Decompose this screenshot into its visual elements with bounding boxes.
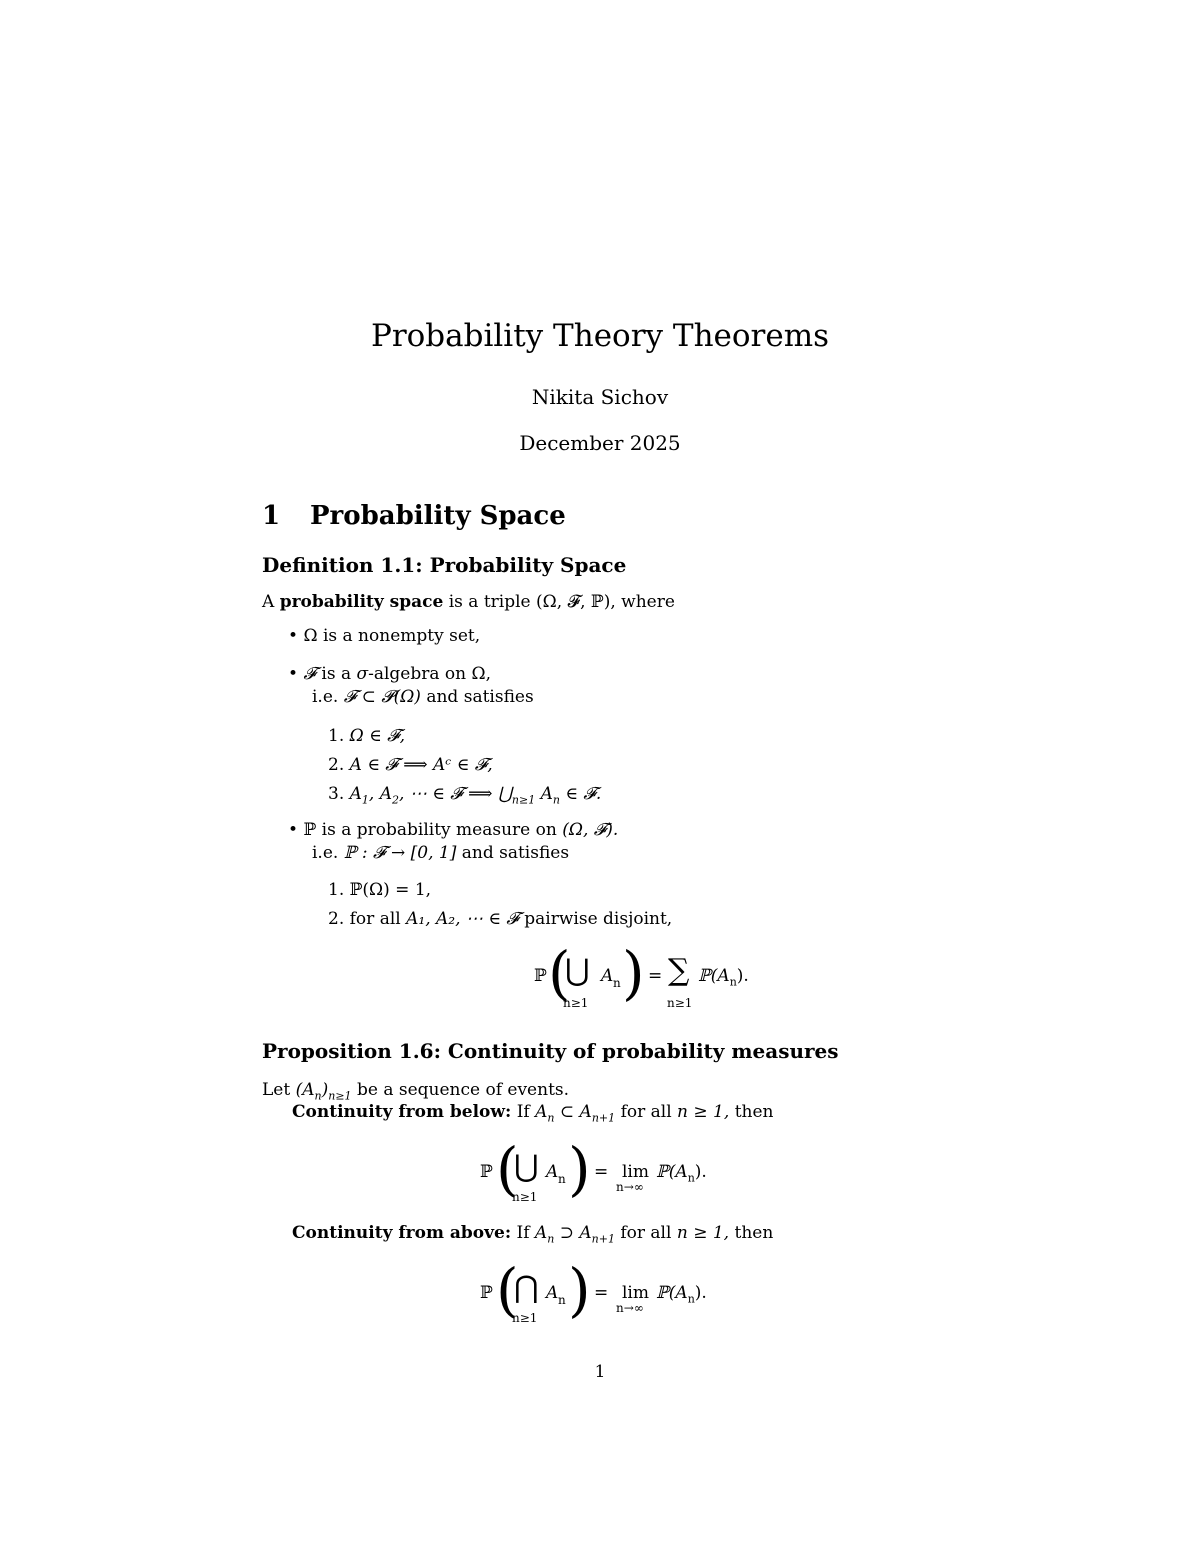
math: A: [540, 784, 553, 804]
subscript: 2: [392, 793, 400, 807]
author-name: Nikita Sichov: [531, 385, 669, 409]
text: where: [621, 592, 675, 612]
math: A: [535, 1102, 548, 1122]
proposition-heading: Proposition 1.6: Continuity of probability measures: [262, 1039, 839, 1063]
text: for all: [620, 1102, 672, 1122]
right-paren: ): [568, 1135, 591, 1203]
intersection-index: n≥1: [512, 1311, 538, 1325]
text: is a probability measure on: [321, 820, 557, 840]
math: A₁, A₂, ⋯ ∈ 𝓕: [406, 909, 519, 929]
math-P: ℙ: [480, 1283, 493, 1303]
subscript: n+1: [591, 1232, 615, 1246]
subscript: n: [729, 975, 737, 989]
list-number: 1.: [328, 880, 345, 900]
big-union: ⋃: [565, 953, 590, 988]
continuity-below-statement: [292, 1102, 774, 1125]
left-paren: (: [496, 1135, 519, 1203]
list-number: 2.: [328, 909, 345, 929]
subscript: 1: [361, 793, 369, 807]
term-probability-space: probability space: [279, 592, 444, 612]
text: -algebra on Ω,: [368, 664, 492, 684]
math: ℙ : 𝓕 → [0, 1]: [343, 843, 457, 863]
math: Ω ∈ 𝓕,: [349, 726, 406, 746]
bullet-item-omega: [288, 626, 480, 646]
subscript: n: [552, 793, 560, 807]
text: then: [734, 1102, 774, 1122]
text: for all: [349, 909, 401, 929]
limit-subscript: n→∞: [616, 1180, 644, 1194]
page-number: 1: [594, 1362, 606, 1382]
math: n ≥ 1,: [676, 1223, 730, 1243]
subscript: n: [314, 1089, 322, 1103]
math: ∈ 𝓕.: [565, 784, 602, 804]
big-sum: ∑: [668, 953, 690, 988]
sum-index: n≥1: [667, 996, 693, 1010]
subscript: n: [687, 1292, 695, 1306]
equals-sign: =: [594, 1283, 609, 1303]
math: A: [546, 1283, 559, 1303]
big-union: ⋃: [514, 1149, 539, 1184]
text: Let: [262, 1080, 291, 1100]
text: pairwise disjoint,: [524, 909, 673, 929]
limit-subscript: n→∞: [616, 1301, 644, 1315]
left-paren: (: [496, 1256, 519, 1324]
math-omega: Ω: [303, 626, 318, 646]
right-paren: ): [622, 939, 645, 1007]
math: ).: [736, 966, 749, 986]
list-number: 2.: [328, 755, 345, 775]
bullet-icon: •: [288, 626, 299, 646]
text: is a: [321, 664, 352, 684]
definition-heading: Definition 1.1: Probability Space: [262, 553, 627, 577]
proposition-intro: [262, 1080, 570, 1103]
big-intersection: ⋂: [514, 1270, 539, 1305]
term-continuity-above: Continuity from above:: [292, 1223, 512, 1243]
math: A: [349, 784, 362, 804]
text: and satisfies: [426, 687, 534, 707]
limit: lim: [622, 1162, 649, 1182]
bullet-item-probability-measure-line2: [312, 843, 569, 863]
math-subset-powerset: 𝓕 ⊂ 𝓟(Ω): [343, 687, 421, 707]
math-F: 𝓕: [303, 664, 316, 684]
math: A: [534, 1223, 548, 1243]
subscript: n≥1: [511, 793, 536, 807]
union-index: n≥1: [563, 996, 589, 1010]
union-index: n≥1: [512, 1190, 538, 1204]
math: ℙ(A: [698, 966, 730, 986]
math: ).: [694, 1162, 707, 1182]
text: and satisfies: [461, 843, 570, 863]
section-heading: [262, 501, 566, 531]
math: ): [321, 1080, 329, 1100]
left-paren: (: [548, 939, 571, 1007]
text: i.e.: [312, 843, 339, 863]
sigma-condition-3: [328, 784, 602, 807]
definition-intro: [262, 592, 675, 612]
math-P: ℙ: [480, 1162, 493, 1182]
subscript: n≥1: [328, 1089, 352, 1103]
subscript: n+1: [591, 1111, 616, 1125]
subscript: n: [558, 1293, 566, 1307]
bullet-icon: •: [288, 664, 299, 684]
term-continuity-below: Continuity from below:: [292, 1102, 512, 1122]
text: A: [262, 592, 275, 612]
subscript: n: [558, 1172, 566, 1186]
sigma-condition-1: [328, 726, 405, 746]
text: then: [734, 1223, 774, 1243]
math: A ∈ 𝓕 ⟹ Aᶜ ∈ 𝓕,: [349, 755, 493, 775]
sigma-condition-2: [328, 755, 493, 775]
text: i.e.: [312, 687, 339, 707]
math: ⊂ A: [559, 1102, 592, 1122]
text: for all: [620, 1223, 672, 1243]
measure-condition-1: [328, 880, 431, 900]
subscript: n: [687, 1171, 695, 1185]
text: If: [516, 1102, 530, 1122]
text: If: [516, 1223, 530, 1243]
math-P: ℙ: [303, 820, 317, 840]
section-number: 1: [262, 501, 281, 531]
list-number: 1.: [328, 726, 345, 746]
measure-condition-2: [328, 909, 672, 929]
math: ℙ(A: [656, 1283, 688, 1303]
math-sigma: σ: [356, 664, 369, 684]
text: is a nonempty set,: [322, 626, 481, 646]
paper-date: December 2025: [519, 431, 681, 455]
list-number: 3.: [328, 784, 345, 804]
math: , A: [368, 784, 393, 804]
text: be a sequence of events.: [356, 1080, 570, 1100]
paper-title: Probability Theory Theorems: [370, 318, 830, 354]
right-paren: ): [568, 1256, 591, 1324]
subscript: n: [613, 976, 621, 990]
limit: lim: [622, 1283, 649, 1303]
math: A: [546, 1162, 559, 1182]
subscript: n: [547, 1232, 555, 1246]
bullet-item-probability-measure: [288, 820, 618, 840]
math: n ≥ 1,: [677, 1102, 730, 1122]
bullet-icon: •: [288, 820, 299, 840]
equals-sign: =: [594, 1162, 609, 1182]
subscript: n: [547, 1111, 555, 1125]
math: ⊃ A: [559, 1223, 592, 1243]
continuity-above-statement: [292, 1223, 774, 1246]
equals-sign: =: [648, 966, 663, 986]
bullet-item-sigma-algebra-line2: [312, 687, 534, 707]
section-title: Probability Space: [310, 501, 566, 531]
math: (Ω, 𝓕).: [562, 820, 619, 840]
math: ℙ(A: [656, 1162, 688, 1182]
math: A: [601, 966, 614, 986]
text: is a triple: [448, 592, 531, 612]
math-P: ℙ: [534, 966, 547, 986]
math: , ⋯ ∈ 𝓕 ⟹ ⋃: [399, 784, 512, 804]
bullet-item-sigma-algebra: [288, 664, 491, 684]
math: ).: [694, 1283, 707, 1303]
math: ℙ(Ω) = 1,: [349, 880, 432, 900]
math-triple: (Ω, 𝓕, ℙ),: [536, 592, 616, 612]
math: (A: [295, 1080, 315, 1100]
